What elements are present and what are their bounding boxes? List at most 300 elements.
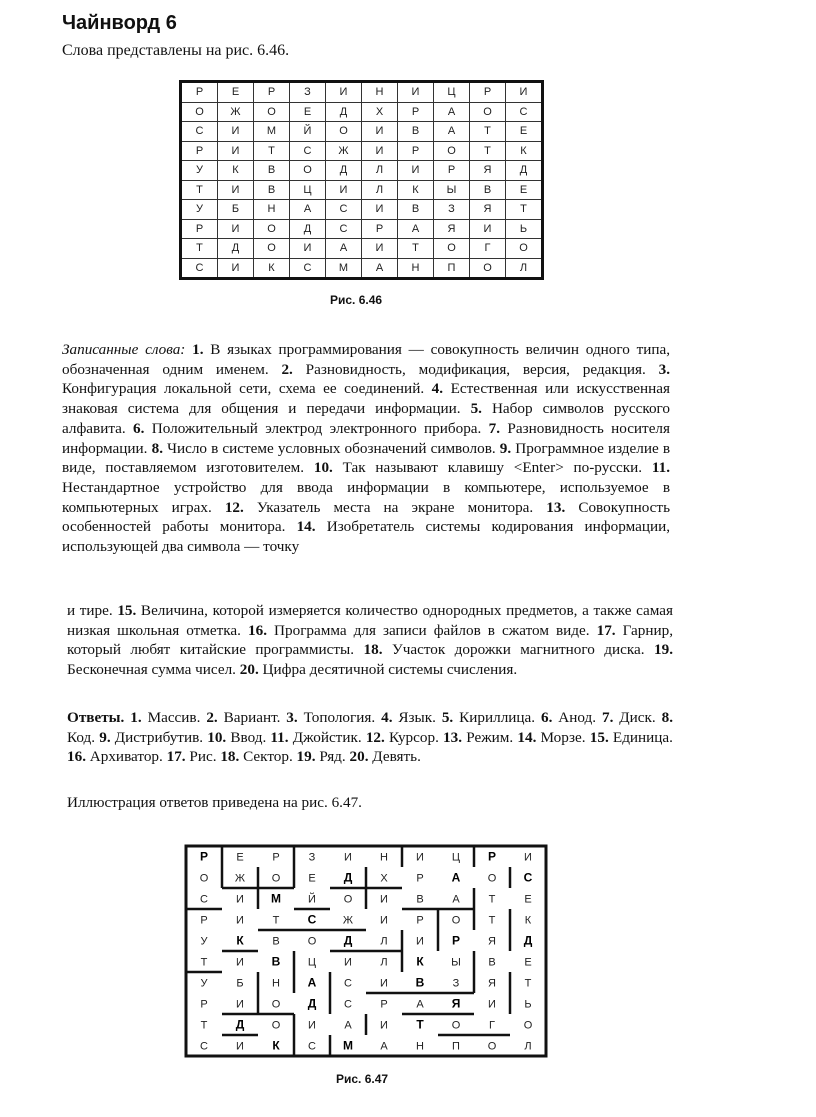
maze-cell-letter: Ц	[307, 956, 317, 969]
grid-cell: А	[290, 200, 326, 220]
maze-cell-letter: У	[200, 935, 208, 948]
answer-number: 7.	[601, 709, 614, 726]
maze-cell-letter: А	[380, 1040, 388, 1053]
grid-cell: Й	[290, 122, 326, 142]
grid-cell: Е	[506, 122, 543, 142]
maze-cell-letter: Л	[380, 956, 388, 969]
maze-cell-letter: И	[380, 893, 388, 906]
grid-cell: И	[218, 258, 254, 279]
clue-text: Участок дорожки магнитного диска.	[382, 641, 655, 659]
grid-cell: Е	[506, 180, 543, 200]
grid-cell: В	[398, 200, 434, 220]
grid-cell: А	[434, 122, 470, 142]
maze-cell-letter: И	[236, 998, 244, 1011]
maze-cell-letter: О	[451, 914, 461, 927]
grid-cell: О	[254, 219, 290, 239]
answer-maze-grid	[183, 843, 553, 1058]
maze-cell-letter: А	[452, 893, 460, 906]
grid-row	[181, 122, 543, 142]
maze-cell-letter: Н	[272, 977, 280, 990]
maze-cell-letter: Ы	[451, 956, 461, 969]
maze-cell-letter: О	[271, 998, 281, 1011]
grid-cell: Р	[434, 161, 470, 181]
grid-cell: А	[434, 102, 470, 122]
maze-cell-letter: И	[236, 914, 244, 927]
grid-cell: И	[362, 122, 398, 142]
grid-row	[181, 102, 543, 122]
grid-cell: Ц	[290, 180, 326, 200]
maze-cell-letter: О	[307, 935, 317, 948]
maze-cell-letter: З	[308, 851, 316, 864]
grid-cell: Я	[470, 161, 506, 181]
grid-cell: Н	[362, 82, 398, 103]
clue-text: В языках программирования — совокупность величин одного типа, обозначенная одним именем.	[62, 341, 671, 378]
grid-row	[181, 219, 543, 239]
answer-text: Кириллица.	[453, 709, 541, 726]
grid-cell: И	[506, 82, 543, 103]
maze-cell-letter: И	[344, 851, 352, 864]
maze-cell-letter: Й	[308, 893, 316, 906]
maze-cell-letter: Т	[488, 893, 496, 906]
maze-cell-letter: Г	[489, 1019, 495, 1032]
clue-text: Гарнир, который любят китайские программисты.	[67, 621, 674, 659]
grid-cell: Л	[506, 258, 543, 279]
maze-cell-letter: С	[308, 1040, 316, 1053]
maze-cell-letter: А	[451, 870, 461, 885]
maze-cell-letter: И	[416, 851, 424, 864]
maze-cell-letter: П	[452, 1040, 460, 1053]
answer-text: Топология.	[297, 709, 382, 726]
grid-row	[181, 161, 543, 181]
maze-cell-letter: А	[307, 975, 317, 990]
grid-cell: О	[434, 141, 470, 161]
grid-cell: Н	[254, 200, 290, 220]
grid-cell: Ы	[434, 180, 470, 200]
grid-cell: В	[254, 161, 290, 181]
answer-text: Курсор.	[384, 728, 444, 746]
clue-number: 3.	[658, 360, 670, 378]
maze-cell-letter: Я	[488, 935, 496, 948]
answer-number: 17.	[166, 748, 186, 766]
clue-number: 14.	[296, 518, 316, 536]
clue-number: 19.	[654, 641, 673, 659]
answers-paragraph	[67, 708, 673, 767]
maze-cell-letter: А	[344, 1019, 352, 1032]
grid-cell: Т	[470, 122, 506, 142]
grid-cell: Д	[326, 161, 362, 181]
maze-cell-letter: К	[416, 954, 424, 969]
clue-number: 10.	[313, 459, 333, 477]
grid-cell: О	[254, 239, 290, 259]
grid-cell: Т	[181, 239, 218, 259]
clue-text: Естественная или искусственная знаковая система для общения и передачи информации.	[62, 380, 670, 418]
grid-cell: О	[470, 102, 506, 122]
maze-cell-letter: В	[272, 935, 280, 948]
grid-cell: Р	[398, 102, 434, 122]
grid-cell: Т	[470, 141, 506, 161]
maze-cell-letter: И	[236, 1040, 244, 1053]
grid-cell: В	[470, 180, 506, 200]
clue-number: 8.	[151, 439, 163, 457]
figure-caption-6-46: Рис. 6.46	[330, 293, 383, 307]
grid-cell: Е	[218, 82, 254, 103]
maze-cell-letter: С	[523, 870, 533, 885]
maze-cell-letter: Н	[380, 851, 388, 864]
answer-text: Анод.	[552, 709, 602, 726]
grid-cell: М	[254, 122, 290, 142]
maze-cell-letter: В	[415, 975, 425, 990]
grid-cell: Р	[181, 219, 218, 239]
answer-text: Единица.	[608, 728, 673, 746]
answer-number: 1.	[130, 709, 142, 726]
grid-cell: И	[290, 239, 326, 259]
clue-text: Изобретатель системы кодирования информации, использующей два символа — точку	[62, 518, 670, 556]
answer-text: Джойстик.	[288, 728, 366, 746]
clue-number: 9.	[499, 439, 512, 457]
grid-cell: И	[218, 180, 254, 200]
clue-text: Разновидность, модификация, версия, редакция.	[292, 360, 659, 378]
grid-cell: О	[434, 239, 470, 259]
maze-cell-letter: Р	[487, 849, 497, 864]
answer-number: 4.	[381, 709, 393, 726]
maze-cell-letter: Р	[451, 933, 461, 948]
maze-cell-letter: Т	[488, 914, 496, 927]
grid-cell: Ц	[434, 82, 470, 103]
grid-cell: Т	[506, 200, 543, 220]
clues-continued	[67, 601, 673, 680]
grid-cell: З	[434, 200, 470, 220]
grid-cell: И	[398, 161, 434, 181]
grid-cell: И	[218, 219, 254, 239]
grid-cell: О	[181, 102, 218, 122]
clue-text: Конфигурация локальной сети, схема ее соединений.	[62, 380, 432, 398]
answer-text: Код.	[67, 728, 100, 746]
clue-number: 6.	[133, 419, 145, 437]
intro-text: Слова представлены на рис. 6.46.	[62, 42, 290, 59]
answer-number: 15.	[589, 728, 609, 746]
grid-cell: С	[326, 200, 362, 220]
grid-cell: С	[181, 258, 218, 279]
maze-cell-letter: И	[380, 914, 388, 927]
maze-cell-letter: Б	[236, 977, 244, 990]
grid-cell: О	[290, 161, 326, 181]
maze-cell-letter: Ж	[342, 914, 354, 927]
maze-cell-letter: С	[200, 1040, 208, 1053]
maze-cell-letter: К	[524, 914, 532, 927]
maze-cell-letter: Т	[200, 1019, 208, 1032]
clue-number: 13.	[546, 498, 566, 516]
maze-cell-letter: С	[344, 977, 352, 990]
grid-cell: И	[218, 141, 254, 161]
maze-cell-letter: Т	[524, 977, 532, 990]
grid-cell: А	[362, 258, 398, 279]
answer-text: Режим.	[462, 728, 518, 746]
answer-number: 20.	[349, 748, 369, 766]
maze-cell-letter: Р	[200, 998, 208, 1011]
maze-cell-letter: Ь	[524, 998, 532, 1011]
illustration-note: Иллюстрация ответов приведена на рис. 6.47.	[67, 794, 362, 811]
answer-number: 6.	[540, 709, 553, 726]
clue-number: 17.	[596, 621, 616, 639]
clue-number: 2.	[281, 360, 293, 378]
maze-cell-letter: Р	[272, 851, 280, 864]
maze-cell-letter: Л	[380, 935, 388, 948]
maze-cell-letter: К	[272, 1038, 280, 1053]
answer-number: 19.	[296, 748, 316, 766]
grid-cell: Х	[362, 102, 398, 122]
clue-text: Нестандартное устройство для ввода информации в компьютере, используемое в компьютерных играх.	[62, 478, 670, 516]
figure-caption-6-47: Рис. 6.47	[336, 1072, 389, 1086]
grid-cell: М	[326, 258, 362, 279]
maze-cell-letter: С	[307, 912, 317, 927]
answer-number: 3.	[286, 709, 298, 726]
grid-cell: С	[181, 122, 218, 142]
maze-cell-letter: Д	[235, 1017, 245, 1032]
maze-cell-letter: Х	[380, 872, 388, 885]
grid-cell: Ж	[218, 102, 254, 122]
maze-cell-letter: М	[271, 891, 281, 906]
grid-cell: Р	[181, 82, 218, 103]
grid-cell: Е	[290, 102, 326, 122]
clues-paragraph	[62, 340, 670, 557]
maze-cell-letter: О	[199, 872, 209, 885]
clue-number: 5.	[470, 400, 482, 418]
grid-cell: В	[254, 180, 290, 200]
grid-cell: Ж	[326, 141, 362, 161]
maze-cell-letter: И	[344, 956, 352, 969]
maze-cell-letter: И	[236, 956, 244, 969]
maze-cell-letter: Н	[416, 1040, 424, 1053]
grid-cell: С	[290, 258, 326, 279]
grid-cell: С	[506, 102, 543, 122]
grid-cell: Д	[290, 219, 326, 239]
answer-text: Девять.	[368, 748, 421, 766]
maze-cell-letter: И	[416, 935, 424, 948]
grid-row	[181, 200, 543, 220]
answer-number: 11.	[270, 728, 289, 746]
grid-row	[181, 141, 543, 161]
clue-text: Программное изделие в виде, поставляемом изготовителем.	[62, 439, 670, 477]
maze-cell-letter: М	[343, 1038, 353, 1053]
clue-number: 11.	[651, 459, 670, 477]
answer-text: Дистрибутив.	[110, 728, 208, 746]
maze-cell-letter: И	[524, 851, 532, 864]
letter-grid	[179, 80, 544, 280]
maze-cell-letter: И	[380, 977, 388, 990]
answer-text: Диск.	[613, 709, 662, 726]
clue-number: 20.	[239, 661, 259, 679]
clue-number: 15.	[117, 602, 137, 619]
answer-number: 13.	[443, 728, 463, 746]
maze-cell-letter: Р	[416, 872, 424, 885]
grid-cell: О	[254, 102, 290, 122]
maze-cell-letter: Т	[200, 956, 208, 969]
grid-cell: П	[434, 258, 470, 279]
maze-cell-letter: Ж	[234, 872, 246, 885]
maze-cell-letter: Я	[451, 996, 461, 1011]
clue-text: Программа для записи файлов в сжатом виде.	[267, 621, 597, 639]
maze-cell-letter: Д	[307, 996, 317, 1011]
clue-text: Положительный электрод электронного прибора.	[144, 419, 489, 437]
answer-text: Ввод.	[226, 728, 271, 746]
maze-cell-letter: О	[271, 1019, 281, 1032]
grid-cell: И	[326, 82, 362, 103]
grid-cell: И	[470, 219, 506, 239]
grid-row	[181, 239, 543, 259]
maze-cell-letter: Д	[343, 933, 353, 948]
clue-text: Бесконечная сумма чисел.	[67, 661, 240, 679]
grid-cell: Т	[398, 239, 434, 259]
answer-number: 10.	[207, 728, 227, 746]
grid-cell: Т	[254, 141, 290, 161]
answer-number: 18.	[220, 748, 240, 766]
clue-number: 16.	[248, 621, 267, 639]
grid-cell: Р	[181, 141, 218, 161]
maze-cell-letter: Е	[524, 956, 532, 969]
maze-cell-letter: О	[271, 872, 281, 885]
grid-cell: Д	[506, 161, 543, 181]
grid-cell: А	[398, 219, 434, 239]
answer-number: 14.	[517, 728, 537, 746]
maze-cell-letter: И	[488, 998, 496, 1011]
answer-number: 8.	[661, 709, 674, 726]
answer-text: Массив.	[141, 709, 207, 726]
clue-number: 1.	[192, 341, 204, 358]
clue-text: Так называют клавишу <Enter> по-русски.	[332, 459, 652, 477]
grid-cell: Р	[254, 82, 290, 103]
maze-cell-letter: И	[236, 893, 244, 906]
grid-cell: С	[290, 141, 326, 161]
clue-text: Цифра десятичной системы счисления.	[258, 661, 518, 679]
grid-cell: К	[506, 141, 543, 161]
maze-cell-letter: Е	[236, 851, 244, 864]
maze-cell-letter: Т	[416, 1017, 424, 1032]
clue-text: Указатель места на экране монитора.	[243, 498, 547, 516]
grid-cell: Р	[362, 219, 398, 239]
maze-cell-letter: О	[487, 872, 497, 885]
grid-cell: Р	[470, 82, 506, 103]
maze-cell-letter: В	[416, 893, 424, 906]
maze-cell-letter: С	[200, 893, 208, 906]
clue-number: 12.	[224, 498, 244, 516]
grid-row	[181, 180, 543, 200]
answer-text: Сектор.	[239, 748, 297, 766]
answer-number: 9.	[99, 728, 111, 746]
answer-number: 2.	[206, 709, 218, 726]
maze-cell-letter: И	[308, 1019, 316, 1032]
grid-cell: Г	[470, 239, 506, 259]
clue-text: Совокупность особенностей работы монитора.	[62, 498, 670, 536]
grid-cell: У	[181, 200, 218, 220]
maze-cell-letter: О	[487, 1040, 497, 1053]
maze-cell-letter: Д	[523, 933, 533, 948]
answer-text: Ряд.	[315, 748, 350, 766]
answer-number: 5.	[441, 709, 454, 726]
answer-text: Морзе.	[536, 728, 590, 746]
maze-cell-letter: О	[343, 893, 353, 906]
grid-cell: Л	[362, 161, 398, 181]
maze-cell-letter: Ц	[451, 851, 461, 864]
clue-text: Число в системе условных обозначений символов.	[162, 439, 500, 457]
answer-number: 16.	[67, 748, 86, 766]
grid-cell: О	[326, 122, 362, 142]
grid-cell: И	[362, 200, 398, 220]
grid-cell: А	[326, 239, 362, 259]
maze-cell-letter: У	[200, 977, 208, 990]
clue-number: 4.	[431, 380, 444, 398]
answers-lead: Ответы.	[67, 709, 125, 726]
maze-cell-letter: В	[271, 954, 281, 969]
maze-cell-letter: Р	[416, 914, 424, 927]
maze-cell-letter: З	[452, 977, 460, 990]
answer-text: Язык.	[392, 709, 442, 726]
answer-text: Вариант.	[217, 709, 287, 726]
grid-cell: Л	[362, 180, 398, 200]
grid-cell: И	[362, 239, 398, 259]
answer-number: 12.	[365, 728, 385, 746]
grid-cell: К	[398, 180, 434, 200]
maze-cell-letter: О	[523, 1019, 533, 1032]
grid-cell: И	[326, 180, 362, 200]
maze-cell-letter: Т	[272, 914, 280, 927]
page-title: Чайнворд 6	[62, 12, 177, 34]
maze-cell-letter: О	[451, 1019, 461, 1032]
maze-cell-letter: Д	[343, 870, 353, 885]
grid-cell: Н	[398, 258, 434, 279]
grid-cell: С	[326, 219, 362, 239]
clues-continued-start: и тире.	[67, 602, 118, 619]
maze-cell-letter: В	[488, 956, 496, 969]
grid-cell: Ь	[506, 219, 543, 239]
answer-text: Архиватор.	[85, 748, 167, 766]
clue-number: 18.	[363, 641, 383, 659]
maze-cell-letter: С	[344, 998, 352, 1011]
grid-cell: Б	[218, 200, 254, 220]
clue-number: 7.	[488, 419, 501, 437]
grid-cell: Т	[181, 180, 218, 200]
grid-cell: И	[218, 122, 254, 142]
clues-lead: Записанные слова:	[62, 341, 186, 358]
grid-row	[181, 82, 543, 103]
answer-text: Рис.	[185, 748, 221, 766]
maze-cell-letter: Р	[380, 998, 388, 1011]
grid-cell: В	[398, 122, 434, 142]
grid-cell: Я	[434, 219, 470, 239]
maze-cell-letter: Я	[488, 977, 496, 990]
maze-cell-letter: Е	[524, 893, 532, 906]
grid-cell: У	[181, 161, 218, 181]
grid-cell: Д	[326, 102, 362, 122]
clue-text: Набор символов русского алфавита.	[62, 400, 670, 437]
grid-cell: К	[218, 161, 254, 181]
grid-cell: И	[362, 141, 398, 161]
maze-cell-letter: А	[416, 998, 424, 1011]
grid-cell: О	[506, 239, 543, 259]
clue-text: Величина, которой измеряется количество однородных предметов, а также самая низкая школьная отметка.	[67, 602, 673, 639]
grid-cell: Я	[470, 200, 506, 220]
grid-cell: Р	[398, 141, 434, 161]
clue-text: Разновидность носителя информации.	[62, 419, 670, 457]
maze-cell-letter: Р	[199, 849, 209, 864]
maze-cell-letter: Л	[524, 1040, 532, 1053]
grid-cell: К	[254, 258, 290, 279]
grid-row	[181, 258, 543, 279]
grid-cell: Д	[218, 239, 254, 259]
maze-cell-letter: Р	[200, 914, 208, 927]
maze-cell-letter: Е	[308, 872, 316, 885]
grid-cell: И	[398, 82, 434, 103]
maze-cell-letter: К	[236, 933, 244, 948]
